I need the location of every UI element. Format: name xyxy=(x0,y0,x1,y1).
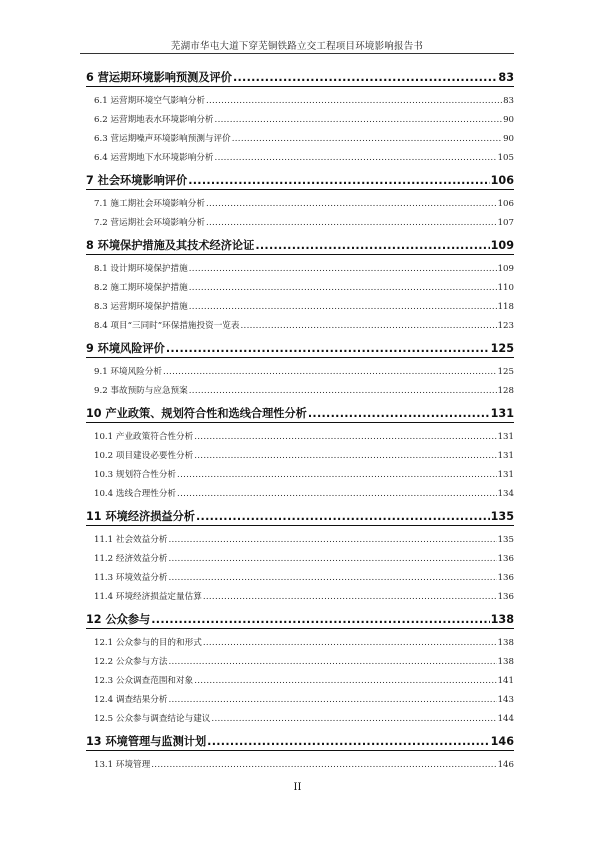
toc-entry-title: 9.1 环境风险分析 xyxy=(94,367,162,377)
toc-section-entry[interactable] xyxy=(86,149,514,168)
toc-leader-dots xyxy=(163,363,497,382)
toc-leader-dots xyxy=(207,733,489,750)
toc-leader-dots xyxy=(189,260,497,279)
toc-entry-title: 10.4 选线合理性分析 xyxy=(94,489,177,499)
toc-entry-title: 6.4 运营期地下水环境影响分析 xyxy=(94,153,214,163)
toc-entry-page: 109 xyxy=(490,239,514,252)
toc-leader-dots xyxy=(168,691,496,710)
toc-leader-dots xyxy=(215,111,503,130)
toc-entry-page: 83 xyxy=(498,71,514,84)
toc-section-entry[interactable] xyxy=(86,531,514,550)
toc-leader-dots xyxy=(168,550,496,569)
toc-section-entry[interactable] xyxy=(86,317,514,336)
toc-entry-title: 11.1 社会效益分析 xyxy=(94,535,168,545)
toc-entry-page: 131 xyxy=(490,407,514,420)
toc-entry-title: 12.1 公众参与的目的和形式 xyxy=(94,638,202,648)
table-of-contents xyxy=(86,62,514,775)
toc-entry-title: 6.1 运营期环境空气影响分析 xyxy=(94,96,205,106)
toc-entry-title: 9 环境风险评价 xyxy=(86,342,165,355)
toc-entry-title: 11.4 环境经济损益定量估算 xyxy=(94,592,202,602)
toc-entry-page: 110 xyxy=(497,283,514,293)
toc-entry-title: 12.5 公众参与调查结论与建议 xyxy=(94,714,211,724)
toc-entry-title: 10.2 项目建设必要性分析 xyxy=(94,451,194,461)
toc-section-entry[interactable] xyxy=(86,428,514,447)
toc-section-entry[interactable] xyxy=(86,363,514,382)
toc-entry-page: 143 xyxy=(497,695,514,705)
toc-chapter-entry[interactable] xyxy=(86,237,514,255)
toc-entry-page: 118 xyxy=(497,302,514,312)
toc-section-entry[interactable] xyxy=(86,756,514,775)
toc-entry-title: 8 环境保护措施及其技术经济论证 xyxy=(86,239,255,252)
toc-entry-title: 6.3 营运期噪声环境影响预测与评价 xyxy=(94,134,231,144)
toc-section-entry[interactable] xyxy=(86,279,514,298)
toc-leader-dots xyxy=(168,569,496,588)
toc-entry-page: 131 xyxy=(497,432,514,442)
toc-entry-page: 136 xyxy=(497,554,514,564)
toc-entry-title: 10.1 产业政策符合性分析 xyxy=(94,432,194,442)
toc-chapter-entry[interactable] xyxy=(86,172,514,190)
toc-section-entry[interactable] xyxy=(86,653,514,672)
toc-leader-dots xyxy=(308,405,490,422)
toc-entry-page: 131 xyxy=(497,470,514,480)
toc-leader-dots xyxy=(255,237,489,254)
toc-section-entry[interactable] xyxy=(86,485,514,504)
toc-entry-page: 105 xyxy=(497,153,514,163)
toc-entry-page: 107 xyxy=(497,218,514,228)
toc-entry-title: 6.2 运营期地表水环境影响分析 xyxy=(94,115,214,125)
toc-entry-title: 12.4 调查结果分析 xyxy=(94,695,168,705)
page-number: II xyxy=(293,782,302,793)
toc-section-entry[interactable] xyxy=(86,634,514,653)
toc-leader-dots xyxy=(194,447,496,466)
toc-section-entry[interactable] xyxy=(86,111,514,130)
toc-entry-title: 11.3 环境效益分析 xyxy=(94,573,168,583)
toc-section-entry[interactable] xyxy=(86,298,514,317)
header-rule xyxy=(80,53,514,54)
toc-chapter-entry[interactable] xyxy=(86,69,514,87)
toc-leader-dots xyxy=(177,466,497,485)
toc-entry-page: 141 xyxy=(497,676,514,686)
toc-chapter-entry[interactable] xyxy=(86,340,514,358)
toc-entry-title: 7 社会环境影响评价 xyxy=(86,174,188,187)
toc-entry-title: 8.3 运营期环境保护措施 xyxy=(94,302,188,312)
toc-entry-page: 134 xyxy=(497,489,514,499)
toc-chapter-entry[interactable] xyxy=(86,508,514,526)
toc-entry-page: 135 xyxy=(497,535,514,545)
toc-leader-dots xyxy=(189,279,497,298)
toc-leader-dots xyxy=(194,672,496,691)
toc-entry-title: 9.2 事故预防与应急预案 xyxy=(94,386,188,396)
toc-chapter-entry[interactable] xyxy=(86,611,514,629)
toc-entry-page: 136 xyxy=(497,592,514,602)
toc-entry-page: 106 xyxy=(490,174,514,187)
toc-entry-page: 138 xyxy=(497,638,514,648)
toc-section-entry[interactable] xyxy=(86,382,514,401)
toc-section-entry[interactable] xyxy=(86,260,514,279)
toc-entry-title: 7.1 施工期社会环境影响分析 xyxy=(94,199,205,209)
toc-leader-dots xyxy=(232,130,502,149)
toc-leader-dots xyxy=(151,756,496,775)
toc-leader-dots xyxy=(189,298,497,317)
toc-entry-title: 8.2 施工期环境保护措施 xyxy=(94,283,188,293)
toc-section-entry[interactable] xyxy=(86,447,514,466)
toc-entry-page: 144 xyxy=(497,714,514,724)
toc-entry-page: 138 xyxy=(497,657,514,667)
toc-section-entry[interactable] xyxy=(86,195,514,214)
toc-entry-title: 10.3 规划符合性分析 xyxy=(94,470,177,480)
toc-entry-page: 128 xyxy=(497,386,514,396)
toc-entry-title: 10 产业政策、规划符合性和选线合理性分析 xyxy=(86,407,307,420)
toc-entry-page: 146 xyxy=(497,760,514,770)
toc-leader-dots xyxy=(233,69,497,86)
toc-entry-title: 11.2 经济效益分析 xyxy=(94,554,168,564)
toc-leader-dots xyxy=(151,611,489,628)
toc-entry-page: 125 xyxy=(490,342,514,355)
toc-section-entry[interactable] xyxy=(86,691,514,710)
toc-leader-dots xyxy=(166,340,490,357)
toc-section-entry[interactable] xyxy=(86,588,514,607)
toc-leader-dots xyxy=(203,588,497,607)
toc-entry-title: 12.2 公众参与方法 xyxy=(94,657,168,667)
toc-section-entry[interactable] xyxy=(86,130,514,149)
toc-entry-title: 8.4 项目“三同时”环保措施投资一览表 xyxy=(94,321,240,331)
toc-entry-title: 11 环境经济损益分析 xyxy=(86,510,195,523)
running-header: 芜湖市华屯大道下穿芜铜铁路立交工程项目环境影响报告书 xyxy=(170,41,424,52)
toc-leader-dots xyxy=(206,214,497,233)
toc-entry-page: 90 xyxy=(503,134,514,144)
toc-leader-dots xyxy=(206,195,497,214)
toc-entry-title: 12.3 公众调查范围和对象 xyxy=(94,676,194,686)
toc-section-entry[interactable] xyxy=(86,672,514,691)
toc-entry-title: 7.2 营运期社会环境影响分析 xyxy=(94,218,205,228)
toc-entry-page: 123 xyxy=(497,321,514,331)
toc-leader-dots xyxy=(203,634,497,653)
toc-entry-page: 125 xyxy=(497,367,514,377)
toc-leader-dots xyxy=(196,508,490,525)
toc-entry-page: 146 xyxy=(490,735,514,748)
toc-section-entry[interactable] xyxy=(86,710,514,729)
toc-leader-dots xyxy=(241,317,497,336)
toc-entry-title: 13 环境管理与监测计划 xyxy=(86,735,207,748)
toc-leader-dots xyxy=(206,92,502,111)
toc-entry-title: 6 营运期环境影响预测及评价 xyxy=(86,71,232,84)
toc-entry-page: 138 xyxy=(490,613,514,626)
toc-leader-dots xyxy=(177,485,497,504)
toc-section-entry[interactable] xyxy=(86,92,514,111)
toc-entry-title: 8.1 设计期环境保护措施 xyxy=(94,264,188,274)
toc-entry-title: 12 公众参与 xyxy=(86,613,151,626)
toc-leader-dots xyxy=(211,710,496,729)
toc-chapter-entry[interactable] xyxy=(86,733,514,751)
toc-leader-dots xyxy=(194,428,496,447)
toc-leader-dots xyxy=(168,653,496,672)
toc-section-entry[interactable] xyxy=(86,214,514,233)
toc-leader-dots xyxy=(215,149,497,168)
toc-entry-page: 135 xyxy=(490,510,514,523)
toc-section-entry[interactable] xyxy=(86,569,514,588)
toc-entry-page: 106 xyxy=(497,199,514,209)
toc-chapter-entry[interactable] xyxy=(86,405,514,423)
toc-entry-page: 109 xyxy=(497,264,514,274)
toc-entry-page: 136 xyxy=(497,573,514,583)
toc-entry-page: 131 xyxy=(497,451,514,461)
toc-leader-dots xyxy=(168,531,496,550)
toc-entry-title: 13.1 环境管理 xyxy=(94,760,151,770)
toc-leader-dots xyxy=(188,172,489,189)
toc-entry-page: 83 xyxy=(503,96,514,106)
toc-section-entry[interactable] xyxy=(86,550,514,569)
toc-section-entry[interactable] xyxy=(86,466,514,485)
toc-leader-dots xyxy=(189,382,497,401)
toc-entry-page: 90 xyxy=(503,115,514,125)
